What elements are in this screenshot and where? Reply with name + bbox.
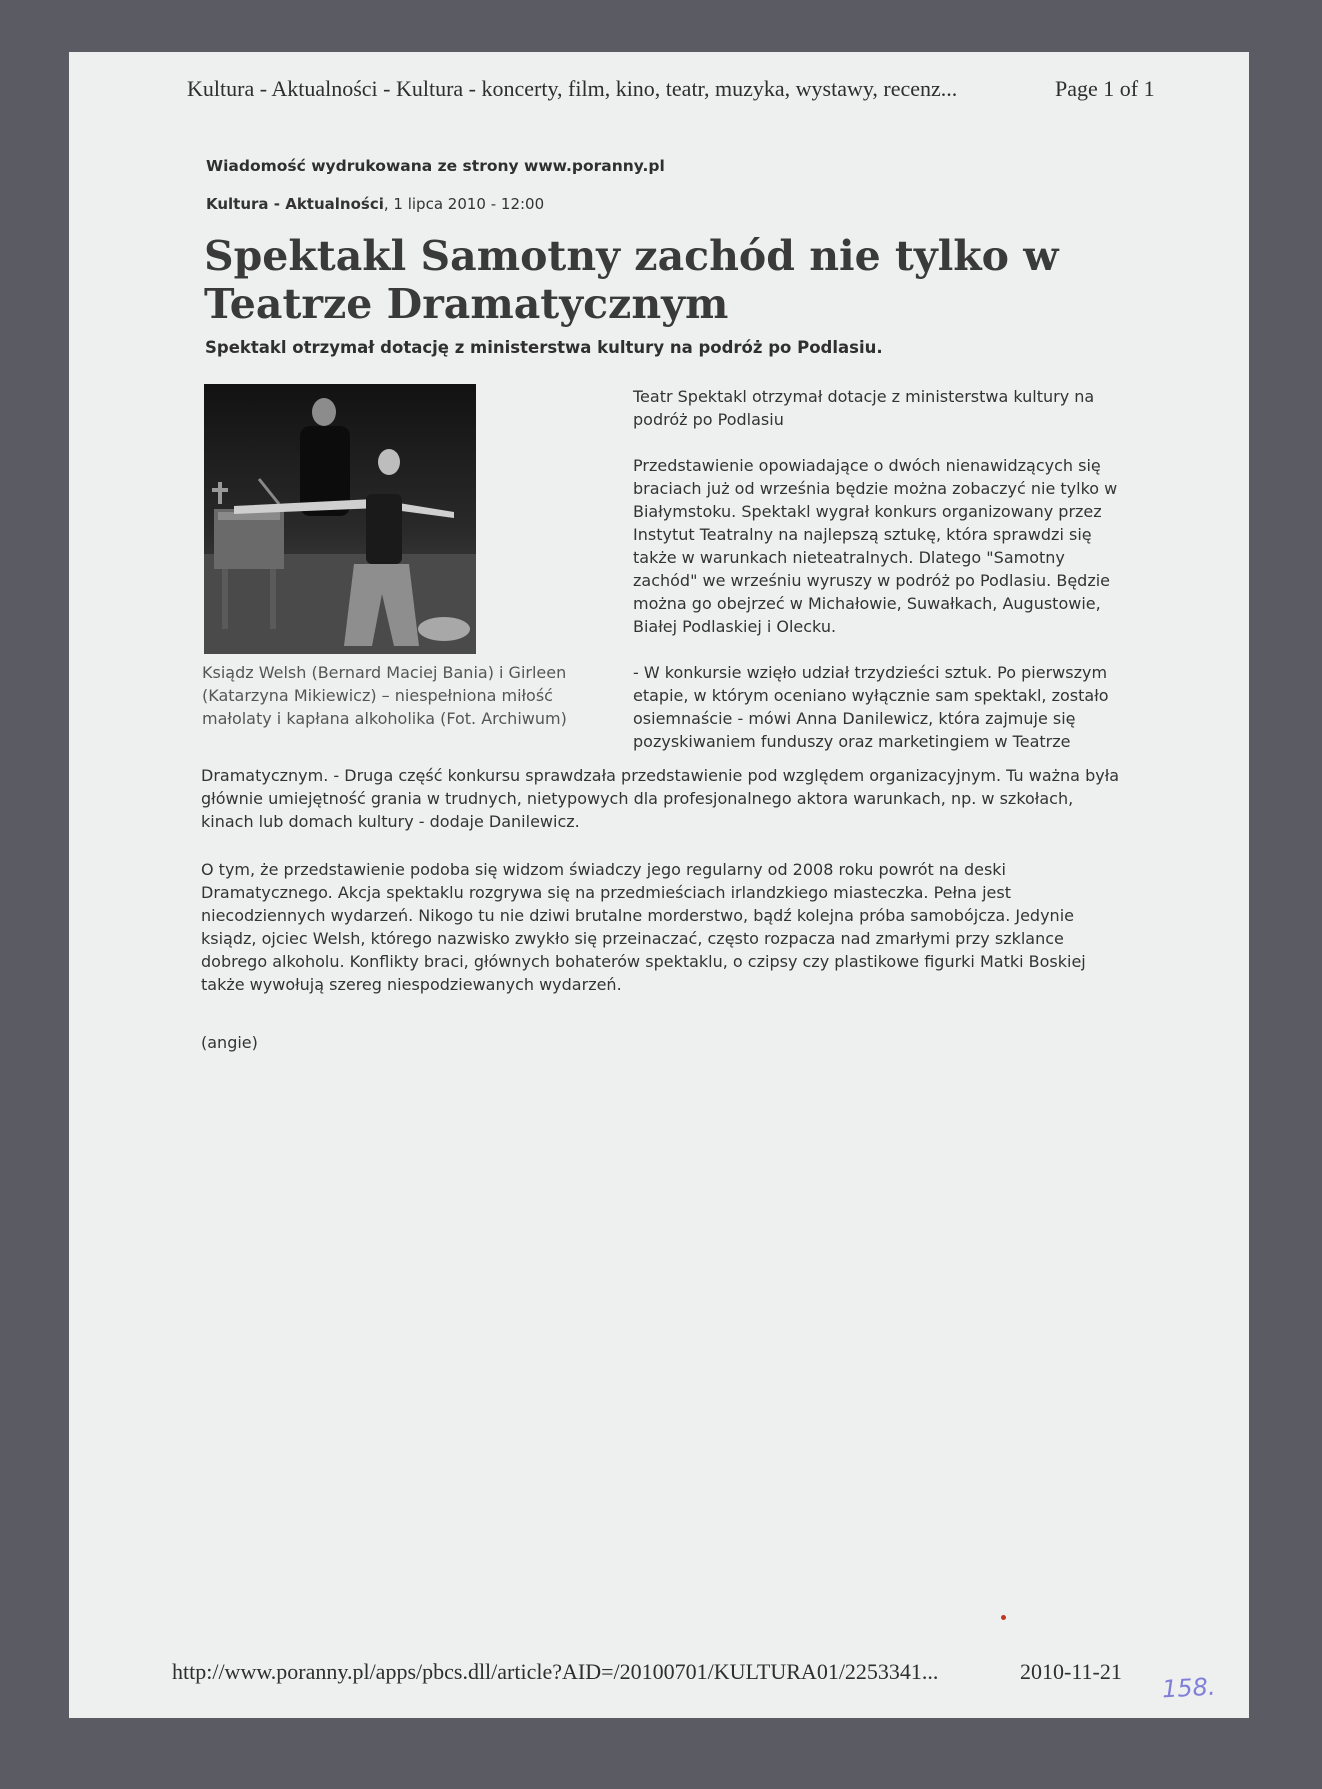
print-footer [172,1659,1122,1685]
paragraph-2: Przedstawienie opowiadające o dwóch nienawidzących się braciach już od września będzie można zobaczyć nie tylko w Białymstoku. Spektakl wygrał konkurs organizowany przez Instytut Teatralny na najlepszą sztukę, która sprawdzi się także w warunkach nieteatralnych. Dlatego "Samotny zachód" we wrześniu wyruszy w podróż po Podlasiu. Będzie można go obejrzeć w Michałowie, Suwałkach, Augustowie, Białej Podlaskiej i Olecku. [633,456,1118,636]
footer-url: http://www.poranny.pl/apps/pbcs.dll/article?AID=/20100701/KULTURA01/2253341... [172,1659,939,1684]
source-line: Wiadomość wydrukowana ze strony www.poranny.pl [206,157,665,175]
article-author [201,1031,1121,1054]
article-lead: Spektakl otrzymał dotację z ministerstwa kultury na podróż po Podlasiu. [205,338,883,357]
scanned-page [69,52,1249,1718]
article-body-wide-2 [201,858,1121,996]
section-label: Kultura - Aktualności [206,195,384,213]
article-body-wide [201,764,1121,833]
footer-date: 2010-11-21 [1020,1659,1122,1684]
print-header [187,76,1227,102]
print-header-title: Kultura - Aktualności - Kultura - koncerty, film, kino, teatr, muzyka, wystawy, recenz... [187,76,958,101]
page-number: Page 1 of 1 [1055,76,1155,101]
paragraph-3-end: Dramatycznym. - Druga część konkursu sprawdzała przedstawienie pod względem organizacyjnym. Tu ważna była głównie umiejętność grania w trudnych, nietypowych dla profesjonalnego aktora warunkach, np. w szkołach, kinach lub domach kultury - dodaje Danilewicz. [201,766,1120,831]
paragraph-1: Teatr Spektakl otrzymał dotacje z ministerstwa kultury na podróż po Podlasiu [633,387,1095,429]
photo-caption: Ksiądz Welsh (Bernard Maciej Bania) i Girleen (Katarzyna Mikiewicz) – niespełniona miłość małolaty i kapłana alkoholika (Fot. Archiwum) [202,663,567,728]
paragraph-4: O tym, że przedstawienie podoba się widzom świadczy jego regularny od 2008 roku powrót na deski Dramatycznego. Akcja spektaklu rozgrywa się na przedmieściach irlandzkiego miasteczka. Pełna jest niecodziennych wydarzeń. Nikogo tu nie dziwi brutalne morderstwo, bądź kolejna próba samobójcza. Jedynie ksiądz, ojciec Welsh, którego nazwisko zwykło się przeinaczać, często rozpacza nad zmarłymi przy szklance dobrego alkoholu. Konflikty braci, głównych bohaterów spektaklu, o czipsy czy plastikowe figurki Matki Boskiej także wywołują szereg niespodziewanych wydarzeń. [201,860,1086,994]
author-signature: (angie) [201,1033,258,1052]
article-photo [204,384,476,654]
handwritten-page-number: 158. [1161,1672,1217,1704]
stage-scene-image [204,384,476,654]
publish-date: , 1 lipca 2010 - 12:00 [383,195,545,213]
article-column [633,385,1123,753]
article-headline: Spektakl Samotny zachód nie tylko w Teatrze Dramatycznym [204,232,1059,328]
scan-mark [1001,1615,1006,1620]
article-meta [206,195,544,213]
paragraph-3-start: - W konkursie wzięło udział trzydzieści sztuk. Po pierwszym etapie, w którym oceniano wyłącznie sam spektakl, zostało osiemnaście - mówi Anna Danilewicz, która zajmuje się pozyskiwaniem funduszy oraz marketingiem w Teatrze [633,663,1109,751]
paragraph-gap [633,638,1123,661]
paragraph-gap [633,431,1123,454]
